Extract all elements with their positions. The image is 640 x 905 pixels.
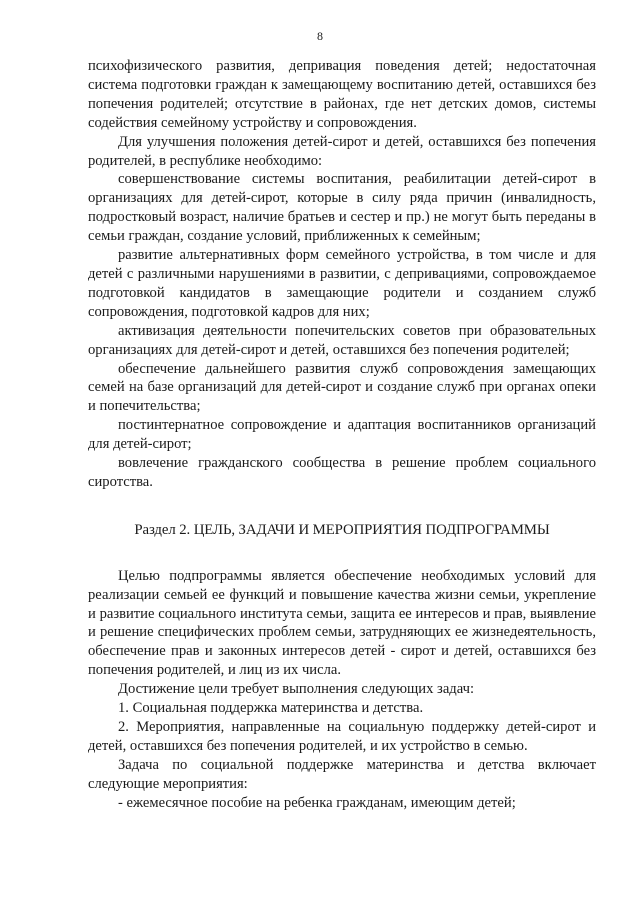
paragraph: Целью подпрограммы является обеспечение необходимых условий для реализации семьей ее функций и повышение качества жизни семьи, укрепление и развитие социального института семьи, защита ее интересов и прав, выявление и решение специфических проблем семьи, затрудняющих ее жизнедеятельность, обеспечение прав и законных интересов детей - сирот и детей, оставшихся без попечения родителей, и лиц из их числа.	[88, 567, 596, 679]
list-item: постинтернатное сопровождение и адаптация воспитанников организаций для детей-сирот;	[88, 417, 596, 453]
list-item: 1. Социальная поддержка материнства и детства.	[118, 700, 424, 717]
paragraph: Достижение цели требует выполнения следующих задач:	[118, 681, 475, 698]
list-item: развитие альтернативных форм семейного устройства, в том числе и для детей с различными нарушениями в развитии, с депривациями, сопровождаемое подготовкой кандидатов в замещающие родители и созданием служб сопровождения, подготовкой кадров для них;	[88, 247, 596, 320]
list-item: активизация деятельности попечительских советов при образовательных организациях для детей-сирот и детей, оставшихся без попечения родителей;	[88, 322, 596, 358]
list-item: совершенствование системы воспитания, реабилитации детей-сирот в организациях для детей-сирот, которые в силу ряда причин (инвалидность, подростковый возраст, наличие братьев и сестер и пр.) не могут быть переданы в семьи граждан, создание условий, приближенных к семейным;	[88, 171, 596, 245]
list-item: - ежемесячное пособие на ребенка гражданам, имеющим детей;	[118, 794, 516, 811]
paragraph: Задача по социальной поддержке материнства и детства включает следующие мероприятия:	[88, 756, 596, 792]
document-body	[88, 57, 596, 813]
list-item: обеспечение дальнейшего развития служб сопровождения замещающих семей на базе организаций для детей-сирот и создание служб при органах опеки и попечительства;	[88, 360, 596, 415]
page-number: 8	[317, 29, 323, 43]
list-item: 2. Мероприятия, направленные на социальную поддержку детей-сирот и детей, оставшихся без попечения родителей, и их устройство в семью.	[88, 719, 596, 754]
paragraph: психофизического развития, депривация поведения детей; недостаточная система подготовки граждан к замещающему воспитанию детей, оставшихся без попечения родителей; отсутствие в районах, где нет детских домов, системы содействия семейному устройству и сопровождения.	[88, 58, 596, 131]
paragraph: Для улучшения положения детей-сирот и детей, оставшихся без попечения родителей, в республике необходимо:	[88, 133, 596, 169]
list-item: вовлечение гражданского сообщества в решение проблем социального сиротства.	[88, 455, 596, 490]
section-heading: Раздел 2. ЦЕЛЬ, ЗАДАЧИ И МЕРОПРИЯТИЯ ПОДПРОГРАММЫ	[134, 521, 550, 538]
